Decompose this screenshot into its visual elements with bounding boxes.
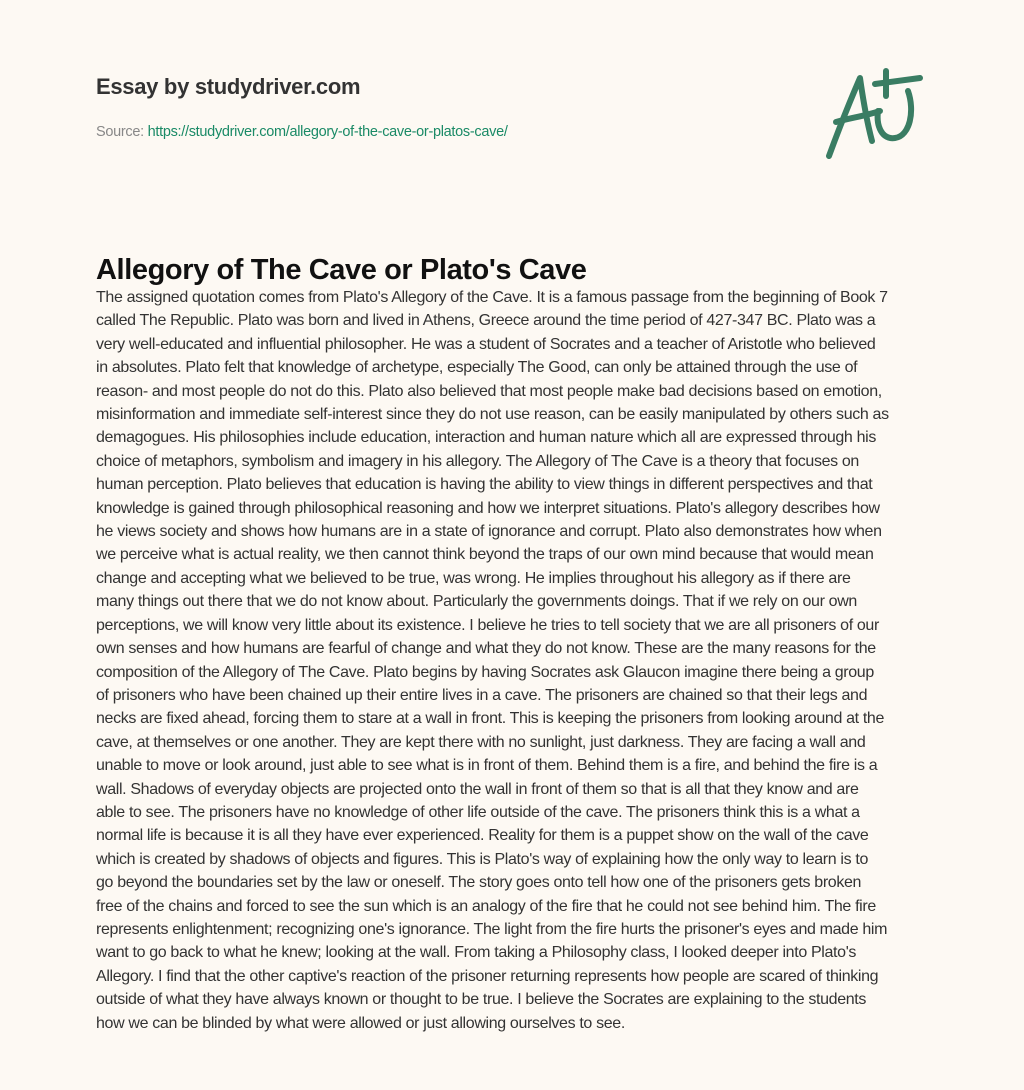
essay-line: how we can be blinded by what were allowed or just allowing ourselves to see. <box>96 1014 625 1032</box>
essay-line: unable to move or look around, just able to see what is in front of them. Behind them is a fire, and behind the fire is a <box>96 757 878 775</box>
essay-line: want to go back to what he knew; looking at the wall. From taking a Philosophy class, I looked deeper into Plato's <box>96 944 857 962</box>
essay-line: able to see. The prisoners have no knowledge of other life outside of the cave. The prisoners think this is a what a <box>96 803 860 821</box>
essay-line: many things out there that we do not know about. Particularly the governments doings. That if we rely on our own <box>96 593 857 611</box>
essay-line: normal life is because it is all they have ever experienced. Reality for them is a puppet show on the wall of the cave <box>96 827 869 845</box>
essay-title: Allegory of The Cave or Plato's Cave <box>96 254 587 286</box>
essay-line: cave, at themselves or one another. They are kept there with no sunlight, just darkness. They are facing a wall and <box>96 733 866 751</box>
essay-line: perceptions, we will know very little about its existence. I believe he tries to tell society that we are all prisoners of our <box>96 616 879 634</box>
essay-line: misinformation and immediate self-interest since they do not use reason, can be easily manipulated by others such as <box>96 406 889 424</box>
essay-line: go beyond the boundaries set by the law or oneself. The story goes onto tell how one of the prisoners gets broken <box>96 874 862 892</box>
essay-line: in absolutes. Plato felt that knowledge of archetype, especially The Good, can only be attained through the use of <box>96 359 858 377</box>
essay-line: called The Republic. Plato was born and lived in Athens, Greece around the time period of 427-347 BC. Plato was a <box>96 312 876 330</box>
essay-line: own senses and how humans are fearful of change and what they do not know. These are the many reasons for the <box>96 640 876 658</box>
essay-line: reason- and most people do not do this. Plato also believed that most people make bad decisions based on emotion, <box>96 382 882 400</box>
essay-line: human perception. Plato believes that education is having the ability to view things in different perspectives and that <box>96 476 873 494</box>
essay-line: very well-educated and influential philosopher. He was a student of Socrates and a teacher of Aristotle who believed <box>96 335 876 353</box>
essay-line: demagogues. His philosophies include education, interaction and human nature which all are expressed through his <box>96 429 876 447</box>
a-plus-logo <box>820 66 930 166</box>
essay-line: composition of the Allegory of The Cave. Plato begins by having Socrates ask Glaucon imagine there being a group <box>96 663 874 681</box>
essay-line: necks are fixed ahead, forcing them to stare at a wall in front. This is keeping the prisoners from looking around at the <box>96 710 885 728</box>
essay-line: Allegory. I find that the other captive's reaction of the prisoner returning represents how people are scared of thinking <box>96 967 879 985</box>
source-link[interactable]: https://studydriver.com/allegory-of-the-cave-or-platos-cave/ <box>147 124 508 140</box>
essay-line: The assigned quotation comes from Plato's Allegory of the Cave. It is a famous passage from the beginning of Book 7 <box>96 289 888 306</box>
essay-line: choice of metaphors, symbolism and imagery in his allegory. The Allegory of The Cave is a theory that focuses on <box>96 452 859 470</box>
essay-line: which is created by shadows of objects and figures. This is Plato's way of explaining how the only way to learn is to <box>96 850 869 868</box>
essay-line: free of the chains and forced to see the sun which is an analogy of the fire that he could not see behind him. The fire <box>96 897 876 915</box>
source-label: Source: <box>96 124 148 140</box>
essay-line: knowledge is gained through philosophical reasoning and how we interpret situations. Plato's allegory describes how <box>96 499 880 517</box>
essay-line: he views society and shows how humans are in a state of ignorance and corrupt. Plato also demonstrates how when <box>96 523 882 541</box>
essay-line: wall. Shadows of everyday objects are projected onto the wall in front of them so that is all that they know and are <box>96 780 859 798</box>
essay-line: change and accepting what we believed to be true, was wrong. He implies throughout his allegory as if there are <box>96 569 851 587</box>
source-line <box>96 124 508 140</box>
essay-line: outside of what they have always known or thought to be true. I believe the Socrates are explaining to the students <box>96 991 867 1009</box>
essay-line: of prisoners who have been chained up their entire lives in a cave. The prisoners are chained so that their legs and <box>96 686 868 704</box>
essay-line: represents enlightenment; recognizing one's ignorance. The light from the fire hurts the prisoner's eyes and made him <box>96 920 888 938</box>
essay-body <box>96 286 946 1035</box>
site-title: Essay by studydriver.com <box>96 74 361 99</box>
essay-line: we perceive what is actual reality, we then cannot think beyond the traps of our own mind because that would mean <box>96 546 874 564</box>
